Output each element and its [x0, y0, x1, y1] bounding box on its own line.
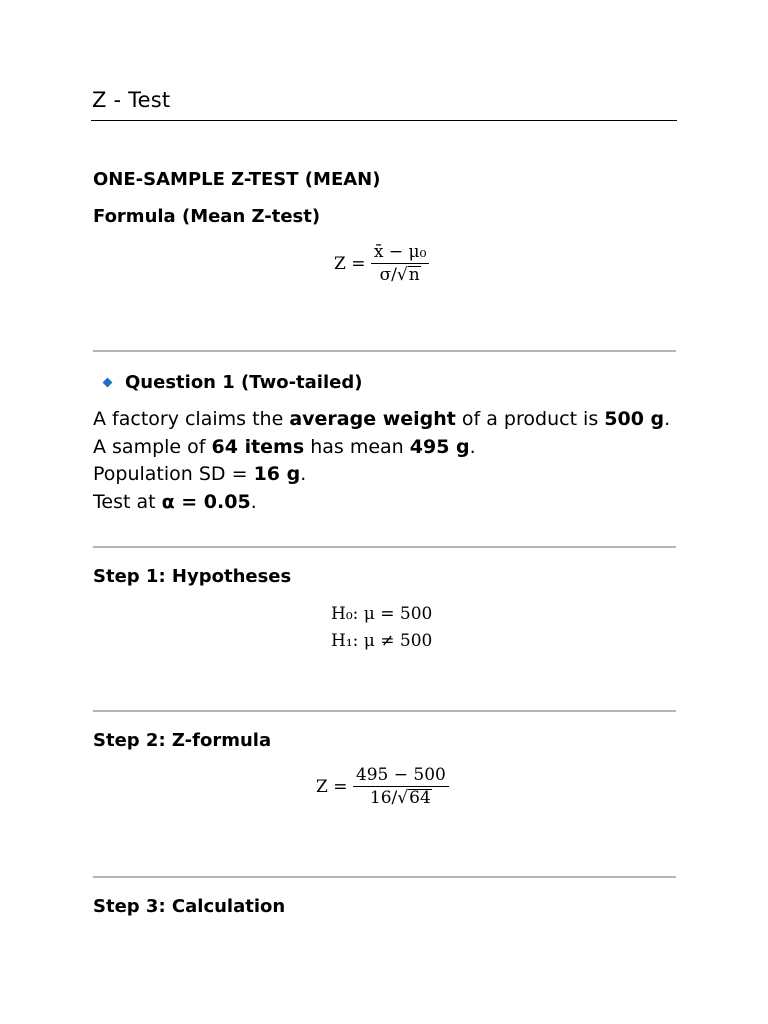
step2-denominator-root: 64 — [409, 788, 431, 808]
step2-denominator: 16/√64 — [369, 788, 431, 808]
diamond-bullet-icon — [103, 378, 113, 388]
formula-denominator-left: σ/ — [379, 265, 397, 285]
formula-fraction — [371, 241, 430, 286]
divider-4 — [93, 876, 676, 878]
question-line-1: A factory claims the average weight of a product is 500 g. — [93, 408, 671, 430]
question-line-2: A sample of 64 items has mean 495 g. — [93, 435, 476, 458]
null-hypothesis: H₀: μ = 500 — [331, 604, 433, 624]
formula-numerator: x̄ − μ₀ — [371, 241, 430, 264]
step3-heading: Step 3: Calculation — [93, 896, 286, 917]
step1-heading: Step 1: Hypotheses — [93, 566, 292, 587]
step2-denominator-left: 16/ — [369, 788, 398, 808]
step2-numerator: 495 − 500 — [353, 764, 449, 787]
step2-lhs: Z = — [316, 776, 348, 797]
section-heading: ONE-SAMPLE Z-TEST (MEAN) — [93, 169, 381, 190]
question-title — [104, 372, 362, 393]
question-title-text: Question 1 (Two-tailed) — [125, 372, 363, 393]
step2-fraction — [353, 764, 449, 809]
question-line-4: Test at α = 0.05. — [93, 490, 257, 513]
title-divider — [91, 120, 677, 121]
mean-z-formula — [334, 241, 429, 286]
question-body — [93, 406, 670, 516]
formula-denominator: σ/√n — [379, 265, 420, 285]
formula-denominator-root: n — [408, 265, 420, 285]
hypotheses — [331, 601, 432, 655]
formula-heading: Formula (Mean Z-test) — [93, 206, 321, 227]
step2-formula — [316, 764, 449, 809]
formula-lhs: Z = — [334, 253, 366, 274]
step2-heading: Step 2: Z-formula — [93, 730, 272, 751]
question-line-3: Population SD = 16 g. — [93, 463, 307, 485]
divider-2 — [93, 546, 676, 548]
divider-3 — [93, 710, 676, 712]
alt-hypothesis: H₁: μ ≠ 500 — [331, 631, 433, 651]
page-title: Z - Test — [92, 88, 171, 112]
divider-1 — [93, 350, 676, 352]
